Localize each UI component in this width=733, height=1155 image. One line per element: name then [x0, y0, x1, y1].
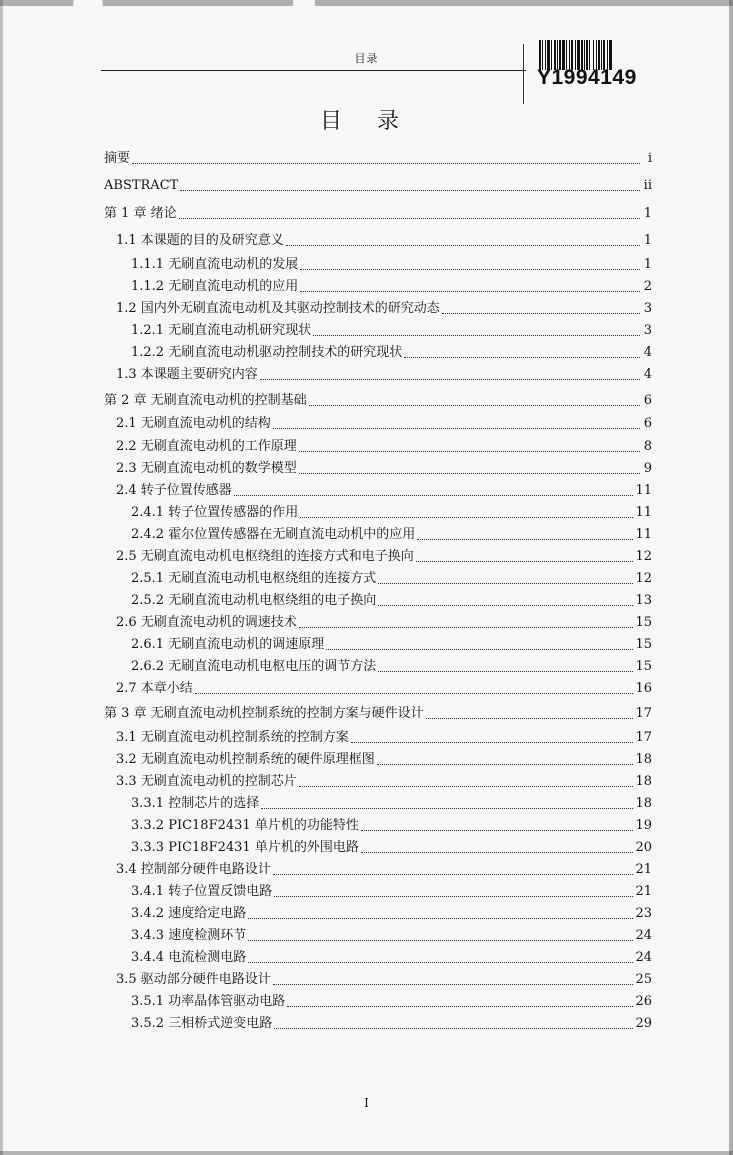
toc-entry-page: i [647, 151, 652, 166]
toc-entry-label: 1.2.1 无刷直流电动机研究现状 [131, 323, 312, 338]
toc-entry [104, 946, 652, 966]
toc-entry-label: 3.2 无刷直流电动机控制系统的硬件原理框图 [116, 752, 375, 767]
toc-entry [104, 880, 652, 900]
toc-entry-page: 3 [643, 323, 652, 338]
toc-entry-page: 19 [635, 818, 652, 833]
toc-leader-dots [378, 604, 633, 606]
toc-entry [104, 412, 652, 432]
toc-leader-dots [248, 961, 633, 963]
toc-entry-label: 2.5.1 无刷直流电动机电枢绕组的连接方式 [131, 571, 377, 586]
toc-entry-page: 1 [643, 257, 652, 272]
toc-entry [104, 589, 652, 609]
toc-entry-page: 17 [635, 730, 652, 745]
toc-leader-dots [416, 560, 634, 562]
toc-entry-page: 11 [635, 483, 652, 498]
toc-entry [104, 990, 652, 1010]
toc-entry-label: 2.6.2 无刷直流电动机电枢电压的调节方法 [131, 659, 377, 674]
toc-entry-page: 4 [643, 367, 652, 382]
toc-leader-dots [287, 1005, 633, 1007]
toc-entry-label: 3.3.2 PIC18F2431 单片机的功能特性 [131, 818, 359, 833]
toc-leader-dots [300, 290, 640, 292]
toc-entry-page: ii [643, 178, 652, 193]
toc-entry-label: 第 3 章 无刷直流电动机控制系统的控制方案与硬件设计 [104, 706, 424, 721]
toc-leader-dots [274, 895, 633, 897]
toc-entry [104, 924, 652, 944]
toc-entry-label: 摘要 [104, 151, 131, 166]
toc-entry-page: 29 [635, 1016, 652, 1031]
toc-entry-label: 2.4.2 霍尔位置传感器在无刷直流电动机中的应用 [131, 527, 416, 542]
toc-entry [104, 677, 652, 697]
toc-entry-page: 20 [635, 840, 652, 855]
toc-leader-dots [417, 538, 633, 540]
toc-leader-dots [377, 763, 634, 765]
toc-entry-page: 9 [643, 461, 652, 476]
toc-entry [104, 633, 652, 653]
toc-entry-page: 16 [635, 681, 652, 696]
toc-entry [104, 726, 652, 746]
toc-entry [104, 253, 652, 273]
toc-leader-dots [300, 268, 640, 270]
toc-entry [104, 748, 652, 768]
toc-entry-page: 1 [643, 206, 652, 221]
toc-entry [104, 479, 652, 499]
toc-leader-dots [260, 378, 640, 380]
toc-leader-dots [299, 450, 640, 452]
toc-entry-label: 2.6 无刷直流电动机的调速技术 [116, 615, 297, 630]
toc-entry-page: 11 [635, 505, 652, 520]
toc-leader-dots [378, 582, 633, 584]
toc-leader-dots [273, 983, 634, 985]
toc-entry-page: 18 [635, 796, 652, 811]
toc-leader-dots [195, 692, 634, 694]
toc-entry-label: 2.5 无刷直流电动机电枢绕组的连接方式和电子换向 [116, 549, 414, 564]
toc-entry-page: 2 [643, 279, 652, 294]
toc-entry-page: 8 [643, 439, 652, 454]
toc-entry-label: 2.2 无刷直流电动机的工作原理 [116, 439, 297, 454]
toc-entry-label: 1.2.2 无刷直流电动机驱动控制技术的研究现状 [131, 345, 403, 360]
toc-entry [104, 792, 652, 812]
toc-leader-dots [300, 516, 633, 518]
toc-leader-dots [361, 829, 634, 831]
toc-entry [104, 858, 652, 878]
toc-entry-page: 4 [643, 345, 652, 360]
toc-entry-label: 3.4.3 速度检测环节 [131, 928, 247, 943]
toc-entry [104, 611, 652, 631]
toc-entry [104, 770, 652, 790]
toc-leader-dots [180, 189, 640, 191]
toc-entry [104, 174, 652, 194]
toc-leader-dots [273, 873, 634, 875]
toc-entry-page: 21 [635, 884, 652, 899]
toc-entry [104, 389, 652, 409]
toc-entry-label: 2.3 无刷直流电动机的数学模型 [116, 461, 297, 476]
toc-entry-page: 23 [635, 906, 652, 921]
page-title: 目 录 [320, 109, 413, 134]
toc-entry-page: 12 [635, 549, 652, 564]
toc-entry-label: 3.5 驱动部分硬件电路设计 [116, 972, 271, 987]
toc-leader-dots [248, 917, 633, 919]
toc-entry-page: 17 [635, 706, 652, 721]
toc-entry-label: 2.4 转子位置传感器 [116, 483, 232, 498]
toc-entry [104, 297, 652, 317]
toc-entry [104, 655, 652, 675]
scan-border-left [0, 0, 3, 1155]
toc-leader-dots [299, 785, 634, 787]
running-header-title: 目录 [354, 52, 379, 65]
toc-leader-dots [326, 648, 633, 650]
toc-entry-page: 25 [635, 972, 652, 987]
toc-leader-dots [351, 741, 634, 743]
toc-entry-label: 3.3.1 控制芯片的选择 [131, 796, 260, 811]
toc-entry-label: ABSTRACT [104, 178, 179, 193]
toc-entry-label: 3.1 无刷直流电动机控制系统的控制方案 [116, 730, 349, 745]
toc-entry-page: 24 [635, 928, 652, 943]
toc-entry [104, 545, 652, 565]
scan-border-bottom [0, 1151, 733, 1155]
toc-entry-page: 13 [635, 593, 652, 608]
toc-entry-label: 1.1 本课题的目的及研究意义 [116, 233, 284, 248]
toc-entry-label: 3.5.1 功率晶体管驱动电路 [131, 994, 286, 1009]
toc-leader-dots [132, 162, 640, 164]
toc-entry-page: 18 [635, 752, 652, 767]
toc-entry-label: 1.1.1 无刷直流电动机的发展 [131, 257, 299, 272]
toc-entry-label: 1.3 本课题主要研究内容 [116, 367, 258, 382]
toc-entry [104, 702, 652, 722]
toc-leader-dots [274, 1027, 633, 1029]
toc-entry [104, 968, 652, 988]
toc-entry [104, 814, 652, 834]
toc-entry-page: 15 [635, 615, 652, 630]
toc-entry-label: 3.4.4 电流检测电路 [131, 950, 247, 965]
toc-entry-page: 15 [635, 659, 652, 674]
toc-entry-label: 2.5.2 无刷直流电动机电枢绕组的电子换向 [131, 593, 377, 608]
toc-entry-label: 3.4 控制部分硬件电路设计 [116, 862, 271, 877]
toc-entry [104, 567, 652, 587]
toc-entry-page: 24 [635, 950, 652, 965]
toc-entry-page: 12 [635, 571, 652, 586]
toc-leader-dots [426, 717, 634, 719]
toc-entry-label: 2.1 无刷直流电动机的结构 [116, 416, 271, 431]
toc-entry-page: 1 [643, 233, 652, 248]
toc-entry [104, 202, 652, 222]
toc-leader-dots [378, 670, 633, 672]
toc-leader-dots [179, 217, 640, 219]
toc-entry [104, 363, 652, 383]
toc-entry [104, 341, 652, 361]
toc-entry-label: 3.3 无刷直流电动机的控制芯片 [116, 774, 297, 789]
toc-entry-label: 1.1.2 无刷直流电动机的应用 [131, 279, 299, 294]
header-divider [523, 44, 524, 104]
toc-entry-label: 2.6.1 无刷直流电动机的调速原理 [131, 637, 325, 652]
toc-entry [104, 457, 652, 477]
toc-entry-label: 2.4.1 转子位置传感器的作用 [131, 505, 299, 520]
toc-entry-label: 第 1 章 绪论 [104, 206, 177, 221]
toc-leader-dots [286, 244, 640, 246]
toc-entry-page: 11 [635, 527, 652, 542]
toc-entry-label: 3.4.1 转子位置反馈电路 [131, 884, 273, 899]
toc-entry [104, 275, 652, 295]
toc-entry-label: 1.2 国内外无刷直流电动机及其驱动控制技术的研究动态 [116, 301, 440, 316]
toc-entry [104, 435, 652, 455]
toc-leader-dots [273, 427, 640, 429]
toc-leader-dots [313, 334, 640, 336]
toc-entry-page: 3 [643, 301, 652, 316]
toc-leader-dots [442, 312, 640, 314]
toc-entry-label: 3.4.2 速度给定电路 [131, 906, 247, 921]
toc-leader-dots [261, 807, 633, 809]
toc-entry-label: 3.5.2 三相桥式逆变电路 [131, 1016, 273, 1031]
toc-entry [104, 229, 652, 249]
toc-entry-page: 15 [635, 637, 652, 652]
barcode-number: Y1994149 [537, 66, 637, 89]
toc-entry-page: 18 [635, 774, 652, 789]
header-rule [101, 70, 526, 71]
toc-leader-dots [299, 472, 640, 474]
toc-entry-page: 26 [635, 994, 652, 1009]
toc-entry-label: 2.7 本章小结 [116, 681, 193, 696]
toc-leader-dots [248, 939, 633, 941]
scan-border-right [729, 0, 733, 1155]
page-number: I [364, 1096, 369, 1110]
toc-entry [104, 147, 652, 167]
toc-entry-label: 第 2 章 无刷直流电动机的控制基础 [104, 393, 307, 408]
toc-leader-dots [361, 851, 634, 853]
scan-border-top [0, 0, 733, 6]
toc-leader-dots [234, 494, 634, 496]
toc-entry-label: 3.3.3 PIC18F2431 单片机的外围电路 [131, 840, 359, 855]
toc-entry [104, 836, 652, 856]
toc-leader-dots [404, 356, 640, 358]
toc-entry-page: 6 [643, 416, 652, 431]
toc-leader-dots [309, 404, 640, 406]
toc-entry [104, 1012, 652, 1032]
toc-entry [104, 319, 652, 339]
toc-entry [104, 902, 652, 922]
toc-entry-page: 21 [635, 862, 652, 877]
toc-entry [104, 523, 652, 543]
toc-entry-page: 6 [643, 393, 652, 408]
toc-entry [104, 501, 652, 521]
toc-leader-dots [299, 626, 634, 628]
